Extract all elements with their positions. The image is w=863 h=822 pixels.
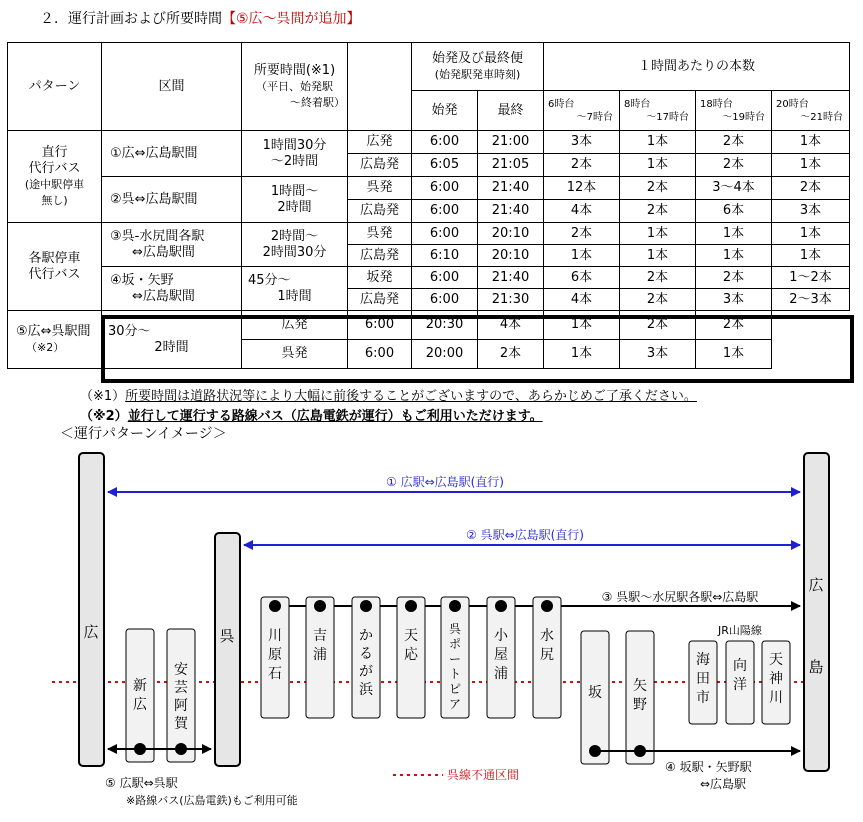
cell-first: 6:00	[412, 267, 478, 289]
route-5-section-l1: ⑤広⇔呉駅間	[16, 323, 91, 339]
cell-h3: 6本	[696, 200, 772, 223]
cell-h4: 2本	[772, 177, 850, 200]
note-2-text: 並行して運行する路線バス（広島電鉄が運行）もご利用いただけます。	[127, 409, 543, 424]
station-char: 石	[268, 666, 282, 682]
cell-h4: 2～3本	[772, 289, 850, 311]
cell-h3: 3本	[696, 289, 772, 311]
cell-last: 20:00	[412, 340, 478, 369]
cell-h1: 2本	[544, 154, 620, 177]
header-h4-top: 20時台	[776, 98, 809, 110]
header-h4	[772, 91, 850, 131]
cell-first: 6:00	[348, 340, 412, 369]
cell-last: 21:40	[478, 177, 544, 200]
station-char: 市	[696, 690, 710, 706]
cell-h4: 1本	[772, 223, 850, 245]
section-heading	[40, 8, 361, 28]
cell-h2: 2本	[620, 200, 696, 223]
header-first: 始発	[412, 91, 478, 131]
terminal-hiro	[79, 453, 104, 766]
route-1-label: ① 広駅⇔広島駅(直行)	[386, 475, 504, 489]
heading-highlight: 【⑤広～呉間が追加】	[222, 11, 361, 27]
header-h2-bot: ～17時台	[646, 111, 690, 123]
route-5-note: ※路線バス(広島電鉄)もご利用可能	[126, 794, 298, 807]
cell-last: 21:40	[478, 267, 544, 289]
cell-last: 20:10	[478, 223, 544, 245]
cell-first: 6:00	[412, 177, 478, 200]
station-char: 浦	[313, 647, 327, 663]
route-5-section	[8, 311, 102, 369]
jr-line-label: JR山陽線	[718, 624, 762, 637]
cell-h3: 2本	[696, 267, 772, 289]
cell-h1: 3本	[544, 131, 620, 154]
station-char: 天	[404, 628, 418, 644]
new-route-highlight-frame	[101, 315, 854, 383]
route-1-time-l1: 1時間30分	[262, 137, 327, 153]
pattern-express-l2: 代行バス	[28, 160, 81, 176]
header-section: 区間	[102, 43, 242, 131]
pattern-express-l4: 無し)	[41, 193, 68, 207]
terminal-hiroshima-label-1: 広	[808, 576, 824, 594]
note-2	[80, 405, 543, 424]
cell-h4: 1本	[772, 131, 850, 154]
station-char: ー	[448, 652, 462, 666]
cell-h1: 2本	[544, 223, 620, 245]
cell-dep: 広島発	[348, 154, 412, 177]
route-3-time	[242, 223, 348, 267]
pattern-local	[8, 223, 102, 311]
cell-h1: 4本	[544, 200, 620, 223]
note-2-mark: （※2）	[80, 409, 128, 424]
station-char: 応	[404, 647, 418, 663]
route-4-section-l2: ⇔広島駅間	[132, 288, 195, 304]
route-4-label-1: ④ 坂駅・矢野駅	[665, 760, 752, 774]
header-h1-top: 6時台	[548, 98, 575, 110]
heading-title: ２．運行計画および所要時間	[40, 11, 222, 27]
terminal-kure	[215, 533, 240, 766]
route-1-time-l2: ～2時間	[270, 153, 319, 169]
cell-dep: 呉発	[348, 223, 412, 245]
stop-dot	[449, 600, 461, 612]
station-char: 新	[133, 678, 147, 694]
route-1-section: ①広⇔広島駅間	[102, 131, 242, 177]
station-shinhiro	[126, 629, 154, 762]
route-3-stations	[261, 597, 561, 718]
route-5-section-l2: （※2）	[26, 340, 65, 354]
route-4-section	[102, 267, 242, 311]
route-4-label-2: ⇔広島駅	[700, 777, 747, 791]
header-h3-bot: ～19時台	[722, 111, 766, 123]
route-5-label: ⑤ 広駅⇔呉駅	[105, 776, 178, 790]
cell-h1: 6本	[544, 267, 620, 289]
station-char: 神	[769, 671, 783, 687]
station-char: 広	[133, 697, 147, 713]
cell-h1: 12本	[544, 177, 620, 200]
station-char: 浜	[359, 682, 373, 698]
stop-dot	[269, 600, 281, 612]
station-char: ア	[448, 697, 462, 711]
cell-h3: 2本	[696, 154, 772, 177]
station-char: 阿	[174, 698, 188, 714]
station-char: 野	[633, 697, 647, 713]
route-2-time	[242, 177, 348, 223]
route-4-time-l1: 45分～	[248, 272, 291, 288]
station-char: 浦	[494, 666, 508, 682]
cell-h3: 2本	[696, 131, 772, 154]
header-h2	[620, 91, 696, 131]
header-time-l1: 所要時間(※1)	[253, 62, 336, 78]
cell-first: 6:00	[412, 200, 478, 223]
cell-dep: 広島発	[348, 200, 412, 223]
station-char: 坂	[588, 685, 602, 701]
cell-h2: 1本	[620, 154, 696, 177]
cell-last: 21:00	[478, 131, 544, 154]
station-char: 安	[174, 662, 188, 678]
route-2-time-l1: 1時間～	[270, 183, 319, 199]
header-h1	[544, 91, 620, 131]
cell-h4: 1本	[772, 154, 850, 177]
table-row	[8, 267, 850, 289]
cell-first: 6:00	[348, 311, 412, 340]
route-2-section: ②呉⇔広島駅間	[102, 177, 242, 223]
station-char: 海	[696, 652, 710, 668]
legend-label: 呉線不通区間	[447, 768, 520, 782]
cell-last: 20:10	[478, 245, 544, 267]
route-5-time-l1: 30分～	[108, 323, 151, 339]
cell-first: 6:00	[412, 131, 478, 154]
station-char: 小	[494, 628, 508, 644]
route-3-section	[102, 223, 242, 267]
cell-h2: 1本	[620, 245, 696, 267]
terminal-kure-label: 呉	[219, 627, 235, 645]
route-4-section-l1: ④坂・矢野	[110, 272, 174, 288]
header-h3-top: 18時台	[700, 98, 733, 110]
note-1-mark: （※1）	[80, 389, 126, 404]
cell-h4: 3本	[772, 200, 850, 223]
diagram-title: ＜運行パターンイメージ＞	[60, 426, 227, 442]
route-3-time-l2: 2時間30分	[262, 244, 327, 260]
station-char: 向	[733, 658, 747, 674]
route-3-time-l1: 2時間～	[270, 228, 319, 244]
header-pattern: パターン	[8, 43, 102, 131]
station-char: が	[359, 664, 373, 680]
table-row	[8, 131, 850, 154]
route-diagram	[0, 440, 863, 822]
station-char: か	[359, 628, 373, 644]
cell-first: 6:00	[412, 223, 478, 245]
cell-last: 20:30	[412, 311, 478, 340]
cell-h3: 3本	[620, 340, 696, 369]
cell-h2: 2本	[620, 289, 696, 311]
cell-h3: 1本	[696, 245, 772, 267]
cell-h2: 2本	[620, 177, 696, 200]
header-h3	[696, 91, 772, 131]
cell-first: 6:00	[412, 289, 478, 311]
station-char: 洋	[733, 677, 747, 693]
route-4-time-l2: 1時間	[277, 288, 312, 304]
station-char: 川	[268, 628, 282, 644]
cell-h2: 1本	[544, 340, 620, 369]
station-char: る	[359, 646, 373, 662]
stop-dot	[314, 600, 326, 612]
pattern-express-l3: (途中駅停車	[24, 177, 85, 191]
header-per-hour: １時間あたりの本数	[544, 43, 850, 91]
pattern-express	[8, 131, 102, 223]
header-time-l3: ～終着駅）	[290, 95, 345, 109]
station-char: 尻	[540, 647, 554, 663]
station-char: 屋	[494, 647, 508, 663]
cell-dep: 坂発	[348, 267, 412, 289]
note-1-text: 所要時間は道路状況等により大幅に前後することがございますので、あらかじめご了承ください。	[125, 389, 697, 404]
header-dep-blank	[348, 43, 412, 131]
route-3-section-l2: ⇔広島駅間	[132, 244, 195, 260]
stop-dot	[360, 600, 372, 612]
station-char: 水	[540, 628, 554, 644]
station-char: 川	[769, 690, 783, 706]
station-char: 呉	[448, 622, 462, 636]
header-first-last-l1: 始発及び最終便	[432, 50, 524, 66]
cell-h1: 2本	[478, 340, 544, 369]
table-row	[8, 223, 850, 245]
cell-h1: 1本	[544, 245, 620, 267]
cell-dep: 広発	[242, 311, 348, 340]
route-2-label: ② 呉駅⇔広島駅(直行)	[466, 528, 584, 542]
header-h2-top: 8時台	[624, 98, 651, 110]
stop-dot	[405, 600, 417, 612]
cell-h1: 4本	[544, 289, 620, 311]
cell-h2: 1本	[620, 131, 696, 154]
note-1	[80, 385, 697, 404]
route-2-time-l2: 2時間	[277, 199, 312, 215]
cell-h2: 1本	[544, 311, 620, 340]
cell-dep: 呉発	[242, 340, 348, 369]
cell-dep: 広島発	[348, 245, 412, 267]
cell-last: 21:05	[478, 154, 544, 177]
header-time	[242, 43, 348, 131]
stop-dot	[495, 600, 507, 612]
cell-h4: 1本	[696, 340, 772, 369]
cell-last: 21:40	[478, 200, 544, 223]
route-3-section-l1: ③呉-水尻間各駅	[110, 228, 205, 244]
header-time-l2: （平日、始発駅	[256, 79, 333, 93]
cell-h3: 2本	[620, 311, 696, 340]
station-char: 矢	[633, 678, 647, 694]
cell-dep: 広発	[348, 131, 412, 154]
cell-h2: 2本	[620, 267, 696, 289]
route-1-time	[242, 131, 348, 177]
stop-dot	[541, 600, 553, 612]
cell-h4: 1本	[772, 245, 850, 267]
cell-h4: 2本	[696, 311, 772, 340]
station-char: 原	[268, 647, 282, 663]
header-first-last	[412, 43, 544, 91]
pattern-express-l1: 直行	[41, 144, 68, 160]
station-char: 吉	[313, 628, 327, 644]
header-h1-bot: ～7時台	[576, 111, 614, 123]
header-first-last-l2: (始発駅発車時刻)	[434, 67, 521, 81]
station-char: 賀	[174, 716, 188, 732]
stop-dot	[589, 745, 601, 757]
terminal-hiroshima	[804, 453, 829, 771]
cell-first: 6:05	[412, 154, 478, 177]
cell-dep: 広島発	[348, 289, 412, 311]
pattern-local-l1: 各駅停車	[28, 250, 81, 266]
station-char: ト	[448, 667, 462, 681]
cell-h3: 3～4本	[696, 177, 772, 200]
route-4-time	[242, 267, 348, 311]
station-char: ポ	[448, 637, 462, 651]
header-last: 最終	[478, 91, 544, 131]
cell-dep: 呉発	[348, 177, 412, 200]
route-5-time-l2: 2時間	[154, 339, 189, 355]
terminal-hiro-label: 広	[83, 623, 99, 641]
table-row	[8, 177, 850, 200]
station-char: 芸	[174, 680, 188, 696]
header-h4-bot: ～21時台	[800, 111, 844, 123]
cell-h4: 1～2本	[772, 267, 850, 289]
route-3-label: ③ 呉駅～水尻駅各駅⇔広島駅	[601, 590, 759, 604]
station-char: 天	[769, 652, 783, 668]
station-char: 田	[696, 671, 710, 687]
cell-last: 21:30	[478, 289, 544, 311]
cell-h2: 1本	[620, 223, 696, 245]
station-char: ピ	[448, 682, 462, 696]
cell-h1: 4本	[478, 311, 544, 340]
cell-first: 6:10	[412, 245, 478, 267]
cell-h3: 1本	[696, 223, 772, 245]
pattern-local-l2: 代行バス	[28, 266, 81, 282]
terminal-hiroshima-label-2: 島	[808, 658, 824, 676]
